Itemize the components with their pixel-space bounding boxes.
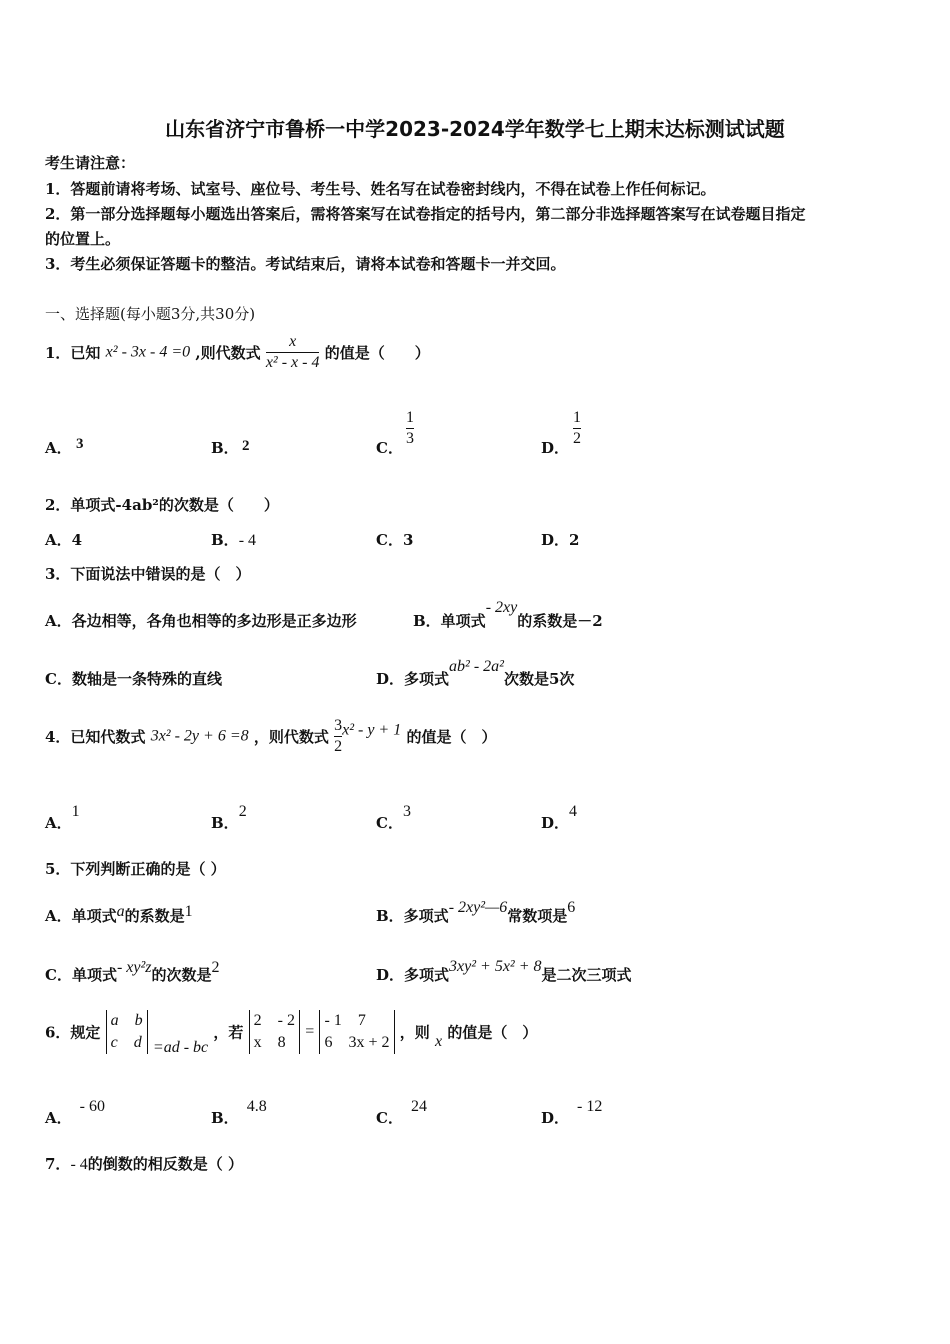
- question-2: 2．单项式-4ab²的次数是（ ）: [45, 496, 279, 514]
- q1-option-d: [573, 408, 581, 449]
- q2-option-c: C．3: [376, 531, 414, 549]
- notice-item: 1．答题前请将考场、试室号、座位号、考生号、姓名写在试卷密封线内，不得在试卷上作任何标记。: [45, 180, 716, 198]
- q3-option-c: C．数轴是一条特殊的直线: [45, 670, 222, 688]
- q1-option-a: 3: [76, 436, 84, 452]
- q1-d-den: 2: [573, 430, 581, 447]
- q4-option-a: A．1: [45, 803, 80, 832]
- q1-option-c: [406, 408, 414, 449]
- question-6: 6．规定 a b c d =ad - bc ，若 2 - 2 x 8 = - 1 7 6 3x + 2 ，则 x 的值是（ ）: [45, 1012, 538, 1056]
- q4-option-d: D．4: [541, 803, 578, 832]
- q1-mid: ,则代数式: [195, 344, 261, 362]
- q4-option-b: B．2: [211, 803, 247, 832]
- q6-option-a: A．- 60: [45, 1098, 105, 1127]
- question-5: 5．下列判断正确的是（ ）: [45, 860, 226, 878]
- question-3: 3．下面说法中错误的是（ ）: [45, 565, 251, 583]
- notice-heading: 考生请注意：: [45, 154, 136, 172]
- q3-option-b: B．单项式- 2xy的系数是－2: [413, 599, 603, 630]
- q1-condition: x² - 3x - 4 =0: [105, 343, 191, 361]
- section-heading: 一、选择题(每小题3分,共30分): [45, 305, 256, 323]
- q5-option-a: A．单项式a的系数是1: [45, 903, 193, 925]
- q1-option-c-label: C．: [376, 439, 403, 457]
- q2-option-d: D．2: [541, 531, 580, 549]
- notice-item: 3．考生必须保证答题卡的整洁。考试结束后，请将本试卷和答题卡一并交回。: [45, 255, 566, 273]
- q1-frac-den: x² - x - 4: [265, 354, 320, 371]
- q3-option-d: D．多项式ab² - 2a²次数是5次: [376, 658, 575, 688]
- question-7: 7．- 4的倒数的相反数是（ ）: [45, 1155, 243, 1173]
- page-title: 山东省济宁市鲁桥一中学2023-2024学年数学七上期末达标测试试题: [165, 117, 785, 141]
- notice-item: 2．第一部分选择题每小题选出答案后，需将答案写在试卷指定的括号内，第二部分非选择题答案写在试卷题目指定: [45, 205, 806, 223]
- q1-option-b-label: B．: [211, 439, 239, 457]
- q1-suffix: 的值是（ ）: [324, 344, 430, 362]
- q1-option-d-label: D．: [541, 439, 570, 457]
- q6-option-d: D．- 12: [541, 1098, 603, 1127]
- q2-option-a: A．4: [45, 531, 83, 549]
- q2-option-b: B．- 4: [211, 531, 257, 549]
- q3-option-a: A．各边相等，各角也相等的多边形是正多边形: [45, 612, 357, 630]
- q6-determinant-right: - 1 7 6 3x + 2: [319, 1010, 394, 1054]
- q1-frac-num: x: [266, 332, 320, 353]
- q5-option-c: C．单项式- xy²z的次数是2: [45, 959, 220, 984]
- q1-option-b: 2: [242, 438, 250, 454]
- q1-c-den: 3: [406, 430, 414, 447]
- notice-item: 的位置上。: [45, 230, 121, 248]
- q1-fraction: [266, 332, 320, 373]
- q6-option-c: C．24: [376, 1098, 427, 1127]
- q1-c-num: 1: [406, 408, 414, 429]
- q4-option-c: C．3: [376, 803, 411, 832]
- q5-option-b: B．多项式- 2xy²—6常数项是6: [376, 899, 576, 925]
- question-4: 4．已知代数式 3x² - 2y + 6 =8 ，则代数式 $\frac{3}{2}$ x² - y + 1 的值是（ ）: [45, 717, 497, 755]
- q6-option-b: B．4.8: [211, 1098, 267, 1127]
- q1-prefix: 1．已知: [45, 344, 101, 362]
- q1-d-num: 1: [573, 408, 581, 429]
- q6-determinant-def: a b c d: [106, 1010, 148, 1054]
- question-1: [45, 332, 430, 373]
- q5-option-d: D．多项式3xy² + 5x² + 8是二次三项式: [376, 958, 632, 984]
- q6-determinant-left: 2 - 2 x 8: [249, 1010, 300, 1054]
- q1-option-a-label: A．: [45, 439, 72, 457]
